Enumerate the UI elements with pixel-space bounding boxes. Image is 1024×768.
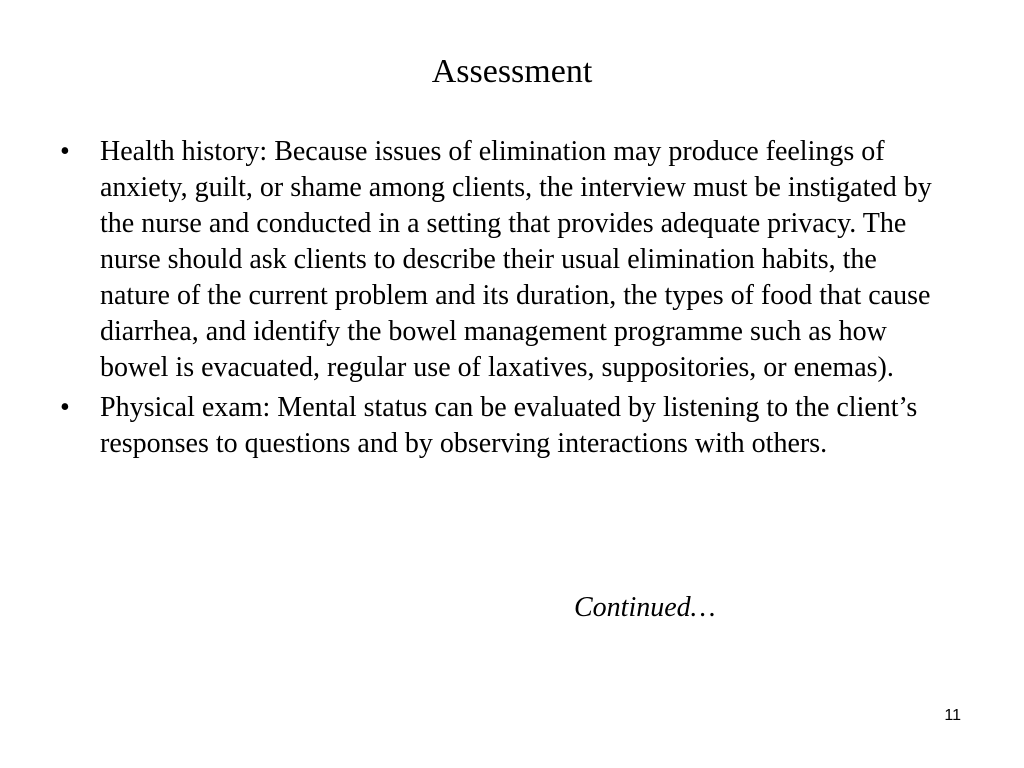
bullet-physical-exam — [60, 390, 950, 462]
bullet-marker: • — [60, 392, 70, 423]
bullet-text: Physical exam: Mental status can be evaluated by listening to the client’s responses to questions and by observing interactions with others. — [100, 392, 918, 459]
bullet-health-history — [60, 134, 950, 386]
bullet-marker: • — [60, 136, 70, 167]
bullet-list — [60, 134, 950, 466]
continued-note: Continued… — [574, 592, 716, 623]
page-number: 11 — [944, 707, 961, 724]
bullet-text: Health history: Because issues of elimination may produce feelings of anxiety, guilt, or shame among clients, the interview must be instigated by the nurse and conducted in a setting that provides adequate privacy. The nurse should ask clients to describe their usual elimination habits, the nature of the current problem and its duration, the types of food that cause diarrhea, and identify the bowel management programme such as how bowel is evacuated, regular use of laxatives, suppositories, or enemas). — [100, 136, 932, 383]
slide-title: Assessment — [431, 53, 593, 90]
